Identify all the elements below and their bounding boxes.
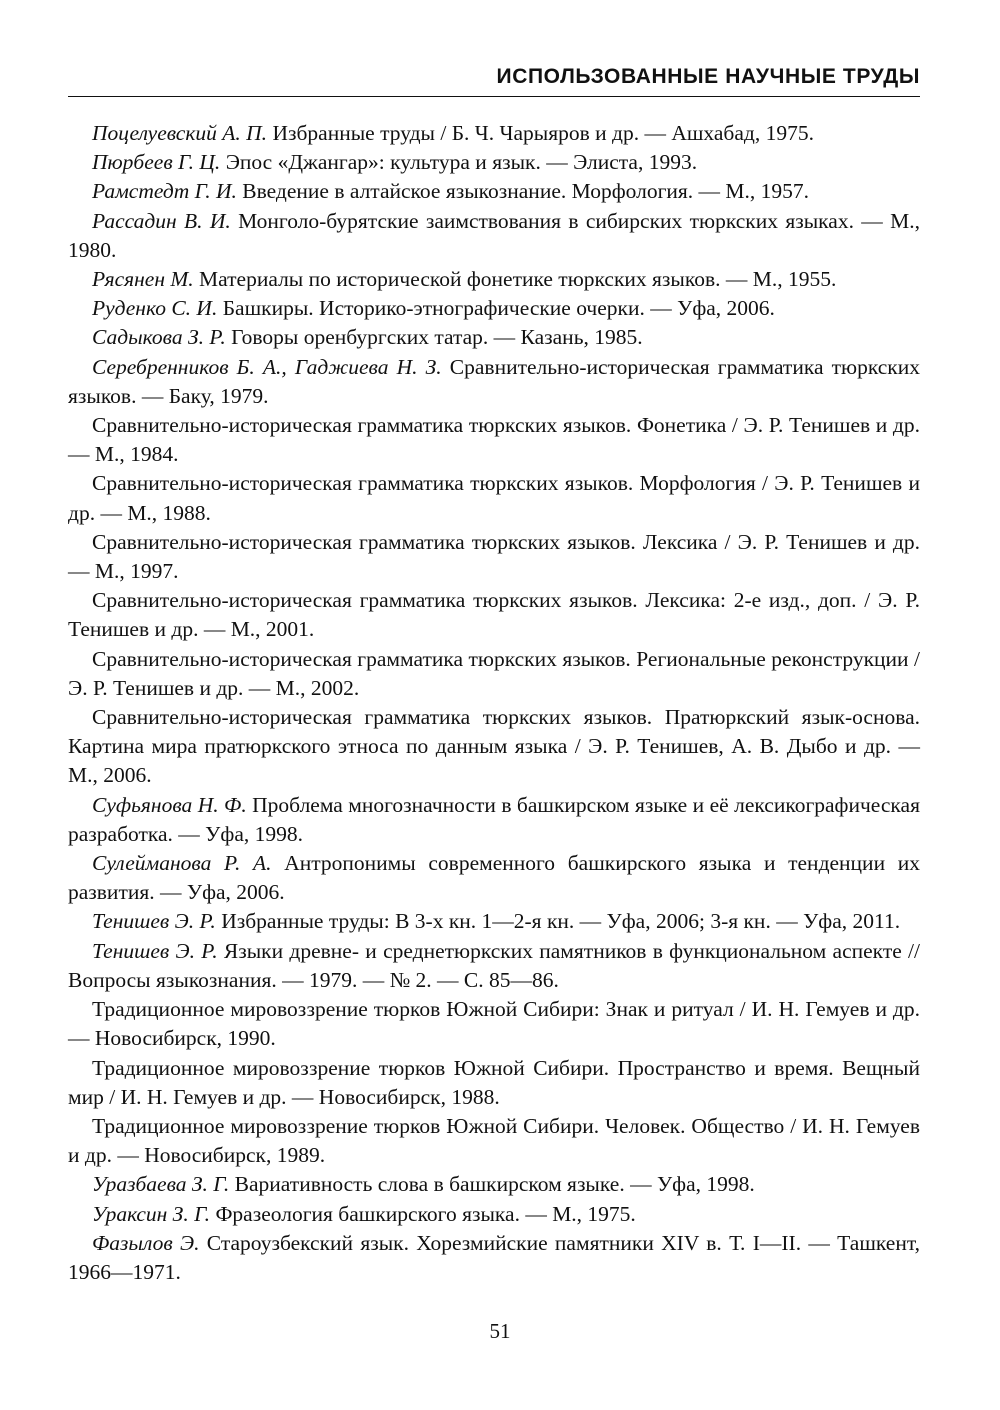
- bibliography-entry: [68, 177, 920, 206]
- entry-text: Антропонимы современного башкирского языка и тенденции их развития. — Уфа, 2006.: [68, 851, 920, 905]
- entry-author: Поцелуевский А. П.: [92, 121, 268, 145]
- entry-text: Фразеология башкирского языка. — М., 1975.: [210, 1201, 636, 1226]
- header-divider: [68, 96, 920, 97]
- bibliography-entry: [68, 353, 920, 411]
- bibliography-list: [68, 119, 920, 1287]
- bibliography-entry: [68, 586, 920, 644]
- bibliography-entry: [68, 411, 920, 469]
- entry-text: Сравнительно-историческая грамматика тюркских языков. Морфология / Э. Р. Тенишев и др. — М., 1988.: [68, 471, 920, 525]
- entry-author: Уразбаева З. Г.: [92, 1172, 230, 1197]
- bibliography-entry: [68, 995, 920, 1053]
- entry-author: Фазылов Э.: [92, 1230, 200, 1255]
- entry-text: Проблема многозначности в башкирском языке и её лексикографическая разработка. — Уфа, 1998.: [68, 792, 920, 846]
- entry-author: Ураксин З. Г.: [92, 1201, 211, 1226]
- entry-author: Рясянен М.: [92, 267, 194, 292]
- bibliography-entry: [68, 703, 920, 791]
- entry-author: Рассадин В. И.: [92, 208, 231, 233]
- entry-author: Сулейманова Р. А.: [92, 851, 272, 876]
- entry-text: Сравнительно-историческая грамматика тюркских языков. Фонетика / Э. Р. Тенишев и др. — М., 1984.: [68, 413, 920, 467]
- entry-text: Вариативность слова в башкирском языке. — Уфа, 1998.: [229, 1172, 755, 1197]
- entry-text: Сравнительно-историческая грамматика тюркских языков. — Баку, 1979.: [68, 354, 920, 408]
- entry-author: Садыкова З. Р.: [92, 325, 226, 350]
- bibliography-entry: [68, 294, 920, 323]
- entry-text: Избранные труды / Б. Ч. Чарыяров и др. — Ашхабад, 1975.: [267, 121, 814, 145]
- entry-author: Рамстедт Г. И.: [92, 179, 237, 204]
- bibliography-entry: [68, 148, 920, 177]
- bibliography-entry: [68, 207, 920, 265]
- entry-text: Традиционное мировоззрение тюрков Южной Сибири. Пространство и время. Вещный мир / И. Н. Гемуев и др. — Новосибирск, 1988.: [68, 1055, 920, 1109]
- bibliography-entry: [68, 937, 920, 995]
- entry-text: Сравнительно-историческая грамматика тюркских языков. Пратюркский язык-основа. Картина мира пратюркского этноса по данным языка / Э. Р. Тенишев, А. В. Дыбо и др. — М., 2006.: [68, 705, 920, 788]
- bibliography-entry: [68, 119, 920, 148]
- entry-author: Пюрбеев Г. Ц.: [92, 150, 221, 175]
- bibliography-entry: [68, 265, 920, 294]
- bibliography-entry: [68, 528, 920, 586]
- entry-text: Сравнительно-историческая грамматика тюркских языков. Лексика: 2-е изд., доп. / Э. Р. Тенишев и др. — М., 2001.: [68, 588, 920, 642]
- entry-author: Руденко С. И.: [92, 296, 218, 321]
- bibliography-entry: [68, 1170, 920, 1199]
- bibliography-entry: [68, 907, 920, 936]
- bibliography-entry: [68, 469, 920, 527]
- entry-text: Монголо-бурятские заимствования в сибирских тюркских языках. — М., 1980.: [68, 208, 920, 262]
- bibliography-entry: [68, 1112, 920, 1170]
- bibliography-entry: [68, 1054, 920, 1112]
- entry-text: Эпос «Джангар»: культура и язык. — Элиста, 1993.: [220, 150, 698, 175]
- running-title: ИСПОЛЬЗОВАННЫЕ НАУЧНЫЕ ТРУДЫ: [496, 65, 920, 88]
- entry-text: Введение в алтайское языкознание. Морфология. — М., 1957.: [236, 179, 810, 204]
- entry-text: Сравнительно-историческая грамматика тюркских языков. Региональные реконструкции / Э. Р. Тенишев и др. — М., 2002.: [68, 646, 920, 700]
- entry-text: Языки древне- и среднетюркских памятников в функциональном аспекте // Вопросы языкознания. — 1979. — № 2. — С. 85—86.: [68, 938, 920, 992]
- entry-text: Говоры оренбургских татар. — Казань, 1985.: [225, 325, 643, 350]
- entry-author: Тенишев Э. Р.: [92, 938, 218, 963]
- entry-text: Традиционное мировоззрение тюрков Южной Сибири. Человек. Общество / И. Н. Гемуев и др. — Новосибирск, 1989.: [68, 1113, 920, 1168]
- bibliography-entry: [68, 791, 920, 849]
- entry-text: Староузбекский язык. Хорезмийские памятники XIV в. Т. I—II. — Ташкент, 1966—1971.: [68, 1230, 920, 1284]
- bibliography-entry: [68, 323, 920, 352]
- bibliography-entry: [68, 849, 920, 907]
- bibliography-entry: [68, 645, 920, 703]
- entry-text: Сравнительно-историческая грамматика тюркских языков. Лексика / Э. Р. Тенишев и др. — М., 1997.: [68, 529, 920, 584]
- entry-text: Материалы по исторической фонетике тюркских языков. — М., 1955.: [193, 267, 837, 292]
- bibliography-entry: [68, 1229, 920, 1287]
- bibliography-entry: [68, 1200, 920, 1229]
- entry-text: Традиционное мировоззрение тюрков Южной Сибири: Знак и ритуал / И. Н. Гемуев и др. — Новосибирск, 1990.: [68, 997, 920, 1051]
- entry-text: Избранные труды: В 3-х кн. 1—2-я кн. — Уфа, 2006; 3-я кн. — Уфа, 2011.: [215, 909, 901, 934]
- entry-author: Суфьянова Н. Ф.: [92, 792, 247, 817]
- entry-author: Серебренников Б. А., Гаджиева Н. З.: [92, 354, 442, 379]
- entry-text: Башкиры. Историко-этнографические очерки. — Уфа, 2006.: [217, 296, 775, 321]
- entry-author: Тенишев Э. Р.: [92, 909, 216, 934]
- page-number: 51: [489, 1319, 511, 1343]
